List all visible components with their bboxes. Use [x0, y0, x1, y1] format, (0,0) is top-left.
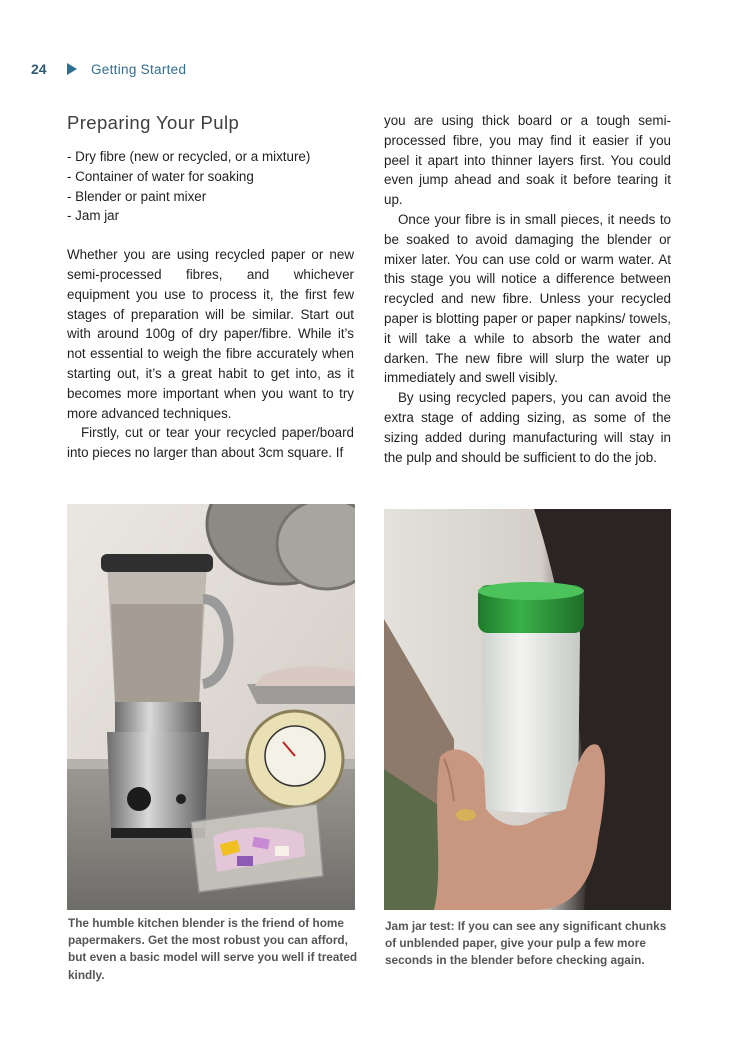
body-paragraph: Firstly, cut or tear your recycled paper/board into pieces no larger than about 3cm square. If: [67, 425, 354, 461]
blender-caption: The humble kitchen blender is the friend of home papermakers. Get the most robust you can afford, but even a basic model will serve you well if treated kindly.: [68, 916, 358, 982]
body-paragraph: Whether you are using recycled paper or new semi-processed fibres, and whichever equipment you use to process it, the first few stages of preparation will be similar. Start out with around 100g of dry paper/fibre. While it’s not essential to weigh the fibre accurately when starting out, it’s a great habit to get into, as it becomes more important when you want to try more advanced techniques.: [67, 247, 354, 421]
list-item: - Jam jar: [67, 208, 120, 224]
list-item: - Blender or paint mixer: [67, 188, 207, 204]
materials-list: [67, 147, 354, 226]
left-column: [67, 111, 354, 463]
body-paragraph: By using recycled papers, you can avoid the extra stage of adding sizing, as some of the sizing added during manufacturing will stay in the pulp and should be sufficient to do the job.: [384, 390, 671, 465]
list-item: - Container of water for soaking: [67, 168, 254, 184]
list-item: - Dry fibre (new or recycled, or a mixture): [67, 149, 311, 164]
body-paragraph: you are using thick board or a tough semi-processed fibre, you may find it easier if you peel it apart into thinner layers first. You could even jump ahead and soak it before tearing it up.: [384, 113, 671, 208]
section-title: Getting Started: [91, 61, 187, 77]
jam-jar-caption: Jam jar test: If you can see any significant chunks of unblended paper, give your pulp a few more seconds in the blender before checking again.: [385, 919, 667, 968]
running-header: [31, 58, 186, 80]
jam-jar-photo: [384, 509, 671, 910]
article-title: Preparing Your Pulp: [67, 112, 240, 133]
body-paragraph: Once your fibre is in small pieces, it needs to be soaked to avoid damaging the blender or mixer later. You can use cold or warm water. At this stage you will notice a difference between recycled and new fibre. Unless your recycled paper is blotting paper or paper napkins/ towels, it will take a while to absorb the water and darken. The new fibre will slurp the water up immediately and swell visibly.: [384, 211, 671, 386]
blender-photo: [67, 504, 355, 910]
right-column: [384, 111, 671, 467]
page-number: 24: [31, 61, 47, 77]
triangle-right-icon: [67, 63, 77, 75]
